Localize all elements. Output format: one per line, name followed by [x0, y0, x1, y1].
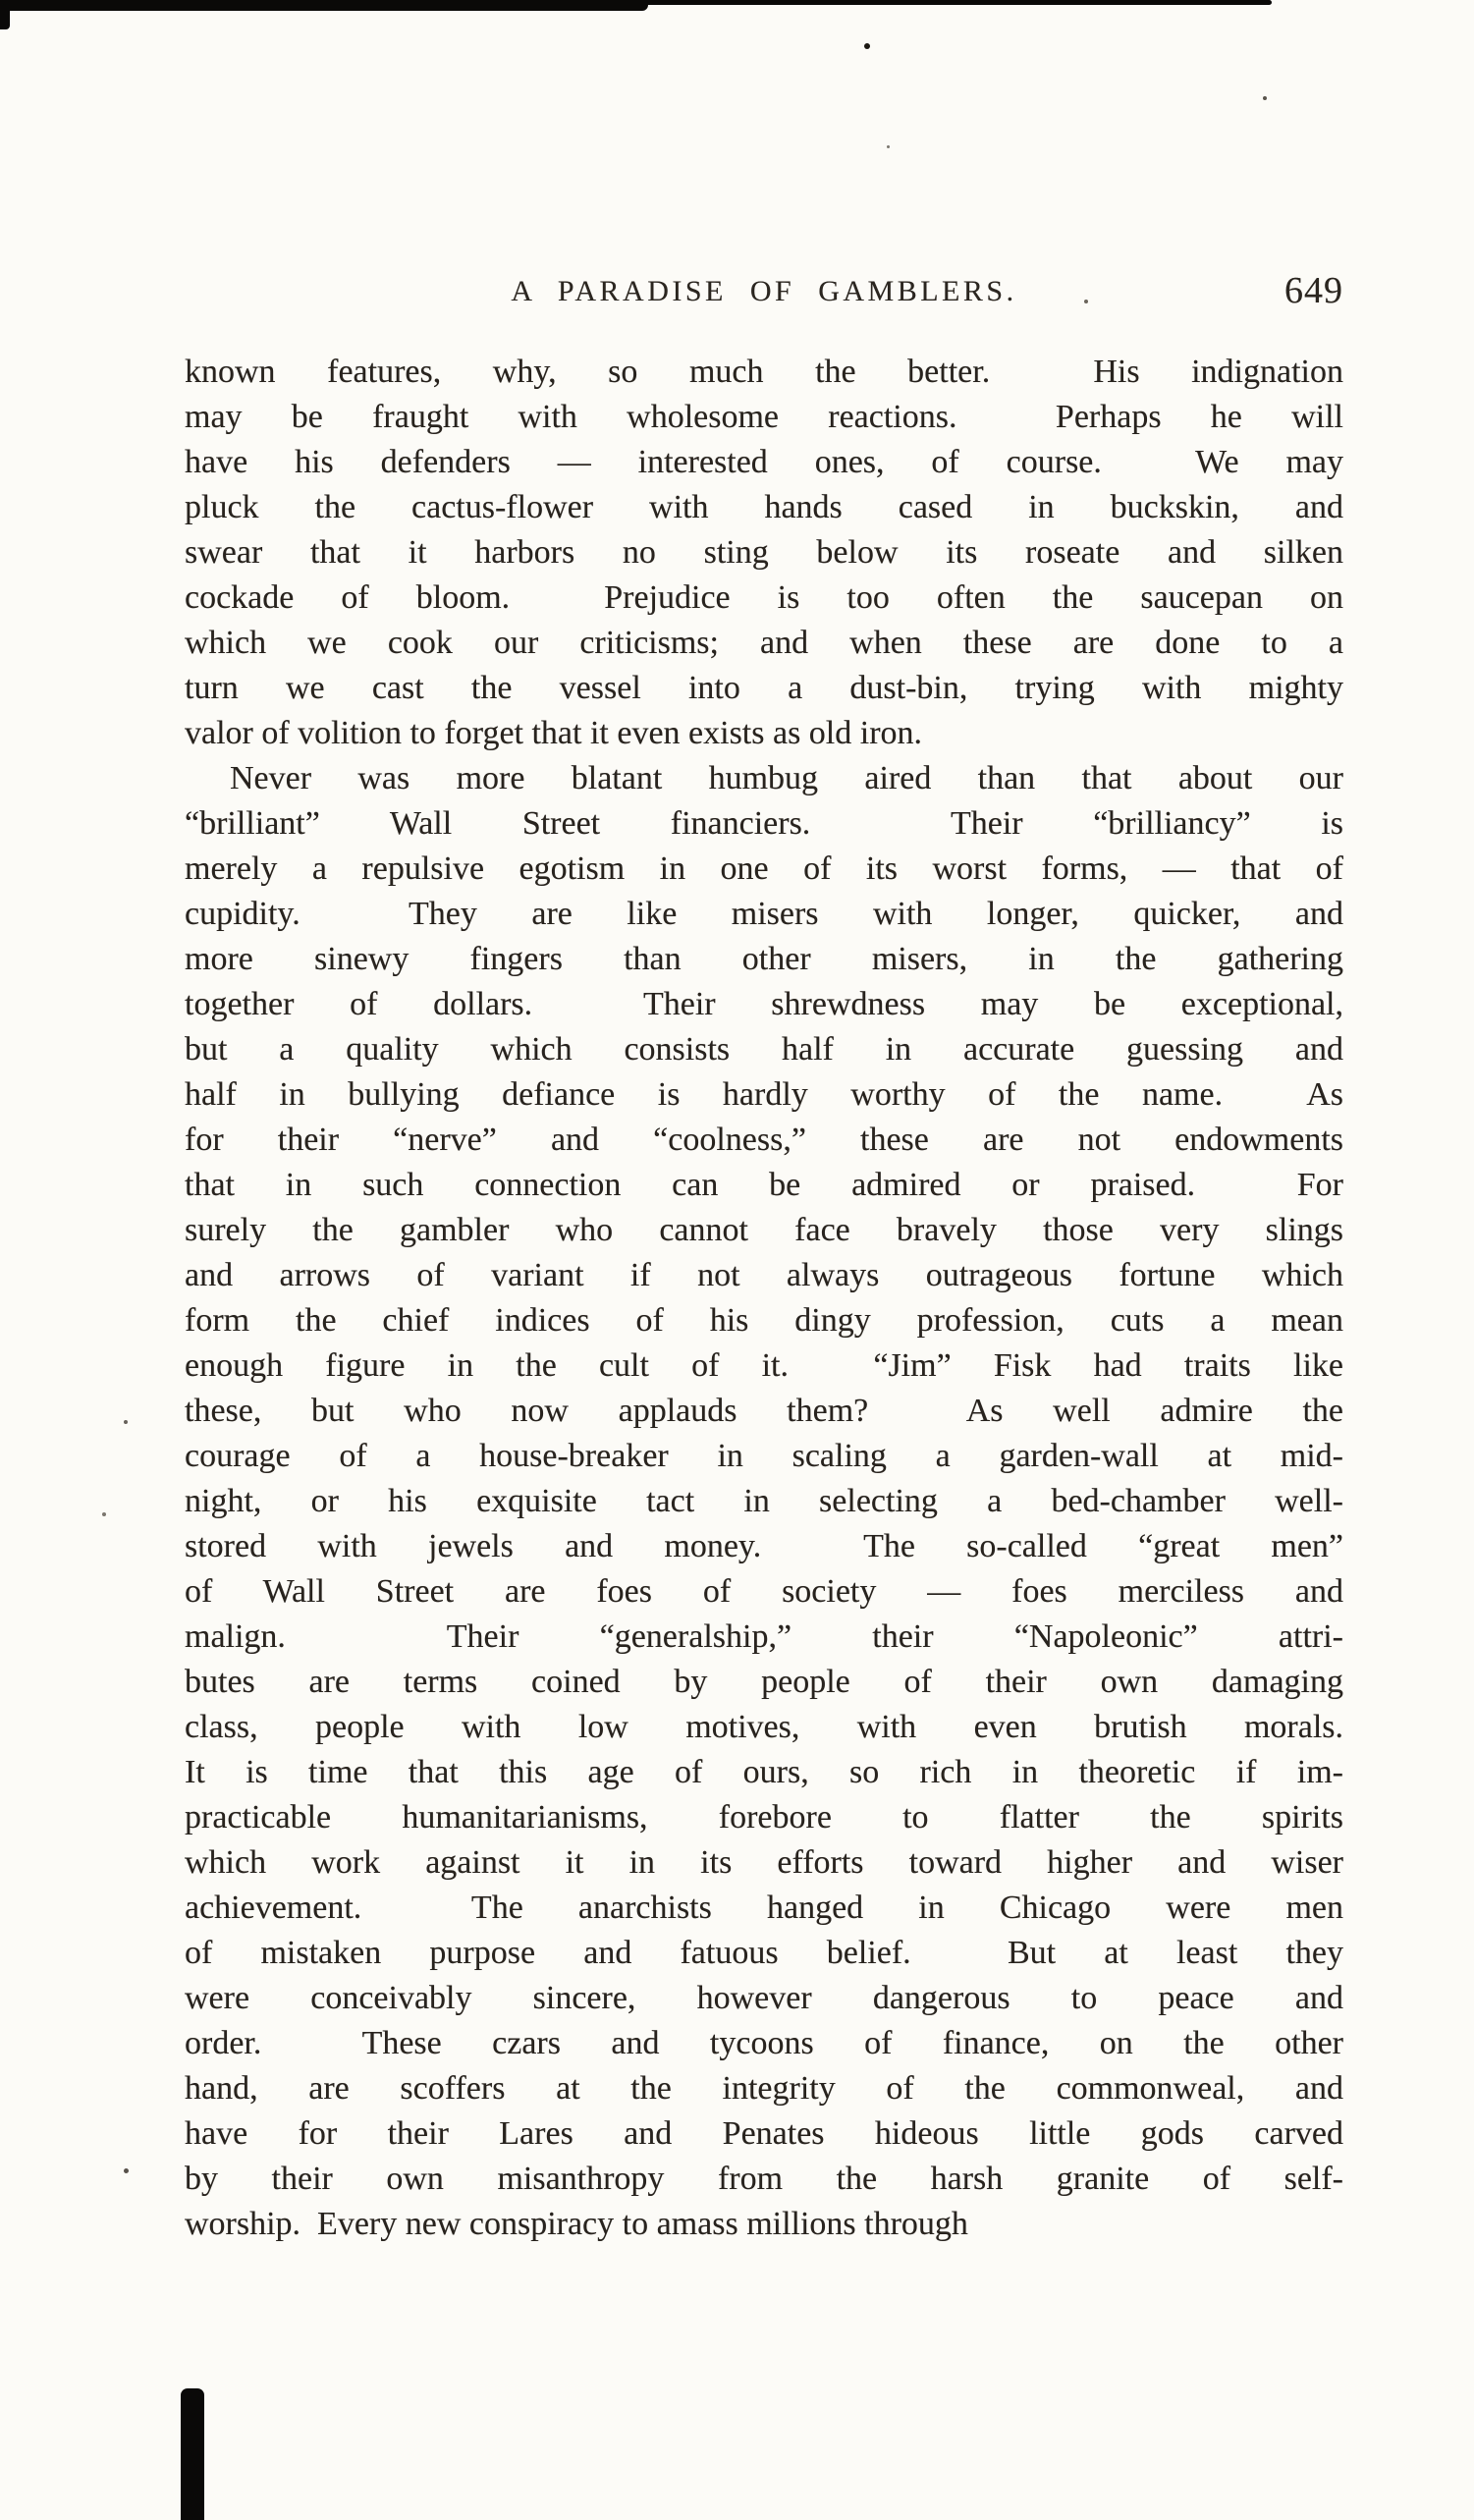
text-line: turn we cast the vessel into a dust-bin, trying with mighty: [185, 670, 1343, 706]
running-title: A PARADISE OF GAMBLERS.: [511, 275, 1017, 307]
paragraph: [185, 756, 1343, 2247]
text-line: for their “nerve” and “coolness,” these are not endowments: [185, 1122, 1343, 1158]
text-line: order. These czars and tycoons of finance, on the other: [185, 2025, 1343, 2061]
text-line: of mistaken purpose and fatuous belief. But at least they: [185, 1935, 1343, 1971]
scan-edge-bottom-bar: [181, 2388, 204, 2520]
text-line: have his defenders — interested ones, of course. We may: [185, 444, 1343, 480]
scan-speckle: [124, 1420, 128, 1424]
text-line: cupidity. They are like misers with longer, quicker, and: [185, 896, 1343, 932]
scan-speckle: [124, 2168, 129, 2173]
text-line: swear that it harbors no sting below its roseate and silken: [185, 534, 1343, 571]
text-line: half in bullying defiance is hardly worthy of the name. As: [185, 1076, 1343, 1113]
text-line: malign. Their “generalship,” their “Napoleonic” attri-: [185, 1618, 1343, 1655]
text-line: Never was more blatant humbug aired than that about our: [230, 760, 1343, 796]
text-line: pluck the cactus-flower with hands cased in buckskin, and: [185, 489, 1343, 525]
text-line: practicable humanitarianisms, forebore to flatter the spirits: [185, 1799, 1343, 1835]
scan-speckle: [1263, 96, 1267, 100]
text-line: together of dollars. Their shrewdness may be exceptional,: [185, 986, 1343, 1022]
text-line: stored with jewels and money. The so-called “great men”: [185, 1528, 1343, 1564]
text-line: butes are terms coined by people of their own damaging: [185, 1664, 1343, 1700]
scan-speckle: [102, 1512, 106, 1516]
scan-speckle: [864, 43, 870, 49]
text-line: may be fraught with wholesome reactions. Perhaps he will: [185, 399, 1343, 435]
text-line: by their own misanthropy from the harsh granite of self-: [185, 2161, 1343, 2197]
scan-edge-top-blot: [0, 0, 648, 11]
text-line: and arrows of variant if not always outrageous fortune which: [185, 1257, 1343, 1293]
body-text: [185, 350, 1343, 2247]
text-line: hand, are scoffers at the integrity of the commonweal, and: [185, 2070, 1343, 2107]
text-line: have for their Lares and Penates hideous little gods carved: [185, 2115, 1343, 2152]
text-line: of Wall Street are foes of society — foes merciless and: [185, 1573, 1343, 1610]
text-line: which work against it in its efforts toward higher and wiser: [185, 1844, 1343, 1881]
text-line: known features, why, so much the better. His indignation: [185, 354, 1343, 390]
text-line: more sinewy fingers than other misers, in the gathering: [185, 941, 1343, 977]
text-line: form the chief indices of his dingy profession, cuts a mean: [185, 1302, 1343, 1339]
page-header: [185, 270, 1343, 318]
page-number: 649: [1284, 270, 1343, 311]
text-line: but a quality which consists half in accurate guessing and: [185, 1031, 1343, 1068]
scan-speckle: [887, 145, 890, 148]
text-line: which we cook our criticisms; and when these are done to a: [185, 625, 1343, 661]
text-line: enough figure in the cult of it. “Jim” Fisk had traits like: [185, 1347, 1343, 1384]
text-line: were conceivably sincere, however dangerous to peace and: [185, 1980, 1343, 2016]
text-line: class, people with low motives, with even brutish morals.: [185, 1709, 1343, 1745]
text-line: “brilliant” Wall Street financiers. Their “brilliancy” is: [185, 805, 1343, 842]
text-line: these, but who now applauds them? As well admire the: [185, 1393, 1343, 1429]
text-line: merely a repulsive egotism in one of its worst forms, — that of: [185, 850, 1343, 887]
text-line: surely the gambler who cannot face bravely those very slings: [185, 1212, 1343, 1248]
text-line: courage of a house-breaker in scaling a garden-wall at mid-: [185, 1438, 1343, 1474]
text-line: It is time that this age of ours, so rich in theoretic if im-: [185, 1754, 1343, 1790]
text-line: achievement. The anarchists hanged in Chicago were men: [185, 1890, 1343, 1926]
text-line: night, or his exquisite tact in selecting a bed-chamber well-: [185, 1483, 1343, 1519]
scan-edge-corner-mark: [0, 0, 10, 29]
text-line: worship. Every new conspiracy to amass millions through: [185, 2206, 968, 2242]
text-line: cockade of bloom. Prejudice is too often the saucepan on: [185, 579, 1343, 616]
paragraph: [185, 350, 1343, 756]
text-line: valor of volition to forget that it even exists as old iron.: [185, 715, 923, 751]
text-line: that in such connection can be admired or praised. For: [185, 1167, 1343, 1203]
